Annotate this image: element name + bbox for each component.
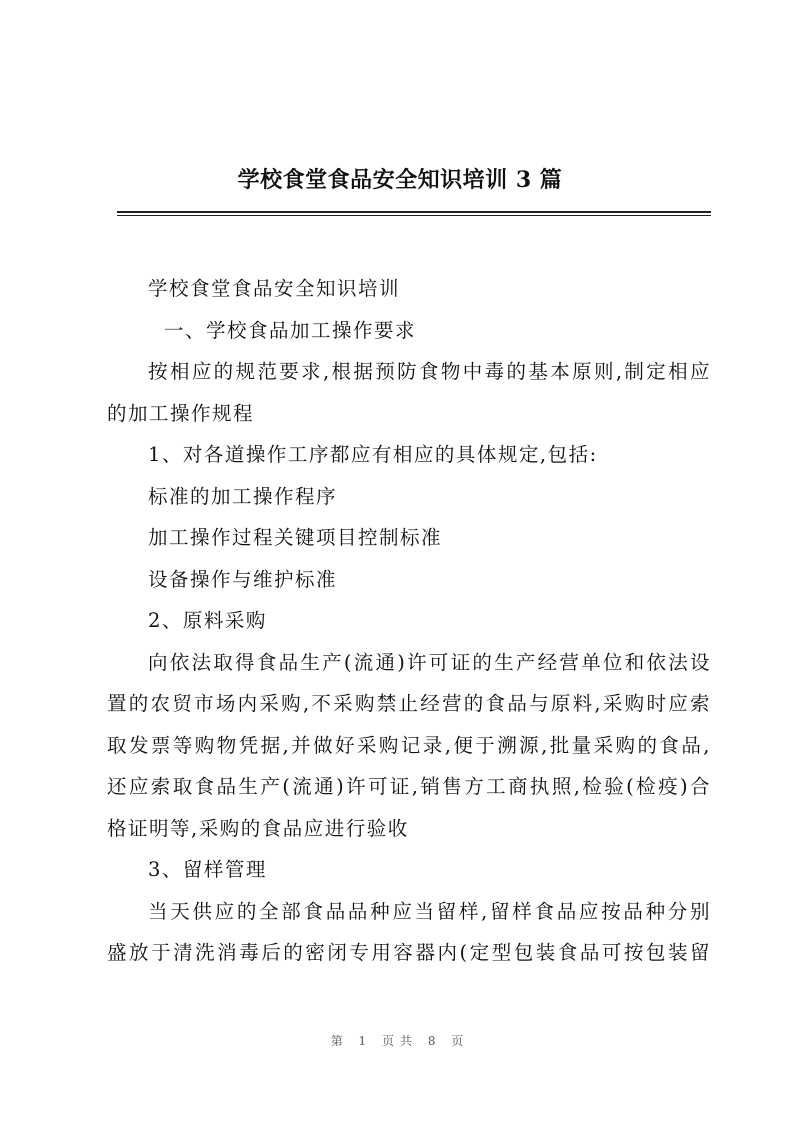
list-heading: 2、原料采购 [148, 609, 267, 632]
title-rule-thin [117, 215, 711, 216]
document-title: 学校食堂食品安全知识培训 3 篇 [237, 167, 563, 193]
paragraph-line: 按相应的规范要求,根据预防食物中毒的基本原则,制定相应 [148, 360, 711, 383]
list-item: 加工操作过程关键项目控制标准 [148, 526, 443, 549]
paragraph-line: 当天供应的全部食品品种应当留样,留样食品应按品种分别 [148, 899, 711, 923]
paragraph-line: 盛放于清洗消毒后的密闭专用容器内(定型包装食品可按包装留 [107, 941, 711, 964]
section-heading: 学校食堂食品安全知识培训 [148, 277, 401, 300]
list-heading: 1、对各道操作工序都应有相应的具体规定,包括: [148, 443, 598, 466]
page-footer: 第 1 页共 8 页 [330, 1034, 470, 1048]
document-body [107, 268, 711, 974]
paragraph-line: 取发票等购物凭据,并做好采购记录,便于溯源,批量采购的食品, [107, 733, 711, 757]
paragraph-line: 置的农贸市场内采购,不采购禁止经营的食品与原料,采购时应索 [107, 692, 711, 715]
title-rule [117, 211, 711, 213]
subsection-heading: 一、学校食品加工操作要求 [164, 318, 417, 342]
paragraph-line: 还应索取食品生产(流通)许可证,销售方工商执照,检验(检疫)合 [107, 775, 711, 798]
list-item: 设备操作与维护标准 [148, 567, 338, 591]
paragraph-line: 的加工操作规程 [107, 401, 255, 425]
list-item: 标准的加工操作程序 [148, 484, 338, 508]
paragraph-line: 格证明等,采购的食品应进行验收 [107, 816, 409, 840]
paragraph-line: 向依法取得食品生产(流通)许可证的生产经营单位和依法设 [148, 650, 711, 674]
list-heading: 3、留样管理 [148, 858, 267, 881]
